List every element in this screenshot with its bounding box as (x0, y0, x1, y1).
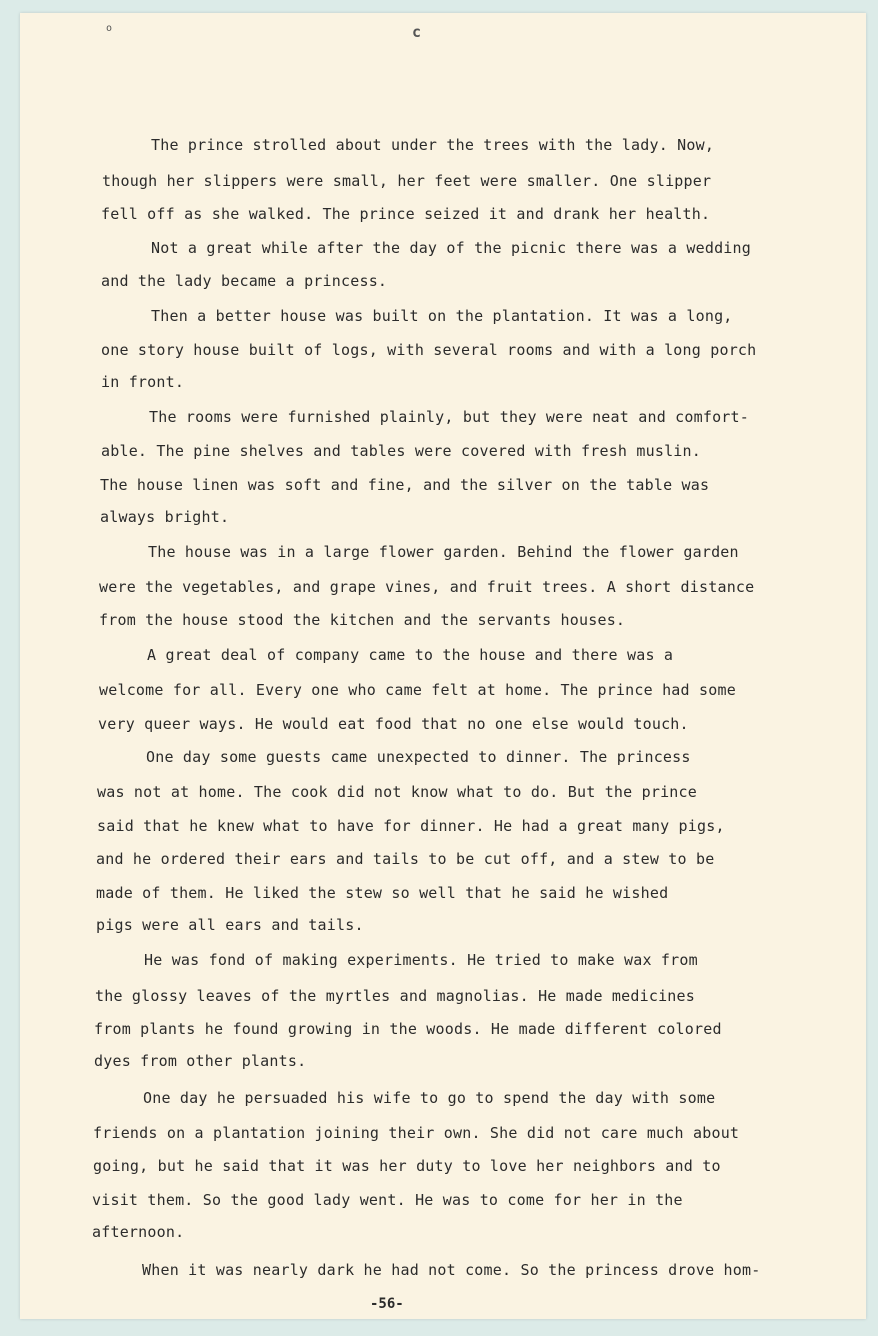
text-line: dyes from other plants. (94, 1052, 307, 1070)
page-number: -56- (370, 1296, 404, 1312)
text-line: going, but he said that it was her duty to love her neighbors and to (93, 1157, 721, 1175)
text-line: The house linen was soft and fine, and the silver on the table was (100, 476, 710, 494)
text-line: always bright. (100, 508, 230, 526)
text-line: in front. (101, 373, 185, 391)
text-line: One day some guests came unexpected to dinner. The princess (146, 748, 691, 766)
text-line: was not at home. The cook did not know what to do. But the prince (97, 783, 697, 801)
text-line: able. The pine shelves and tables were covered with fresh muslin. (101, 442, 701, 460)
text-line: said that he knew what to have for dinner. He had a great many pigs, (97, 817, 725, 835)
margin-dot: o (106, 23, 113, 34)
text-line: from plants he found growing in the woods. He made different colored (94, 1020, 722, 1038)
text-line: from the house stood the kitchen and the servants houses. (99, 611, 626, 629)
text-line: Then a better house was built on the plantation. It was a long, (151, 307, 733, 325)
text-line: He was fond of making experiments. He tried to make wax from (144, 951, 698, 969)
text-line: were the vegetables, and grape vines, and fruit trees. A short distance (99, 578, 755, 596)
text-line: friends on a plantation joining their own. She did not care much about (93, 1124, 740, 1142)
text-line: fell off as she walked. The prince seized it and drank her health. (101, 205, 711, 223)
text-line: pigs were all ears and tails. (96, 916, 364, 934)
text-line: the glossy leaves of the myrtles and magnolias. He made medicines (95, 987, 695, 1005)
text-line: afternoon. (92, 1223, 185, 1241)
text-line: When it was nearly dark he had not come. So the princess drove hom- (142, 1261, 761, 1279)
text-line: visit them. So the good lady went. He was to come for her in the (92, 1191, 683, 1209)
text-line: The rooms were furnished plainly, but they were neat and comfort- (149, 408, 749, 426)
text-line: made of them. He liked the stew so well that he said he wished (96, 884, 669, 902)
text-line: The house was in a large flower garden. Behind the flower garden (148, 543, 739, 561)
text-line: A great deal of company came to the house and there was a (147, 646, 674, 664)
text-line: and he ordered their ears and tails to be cut off, and a stew to be (96, 850, 715, 868)
text-line: though her slippers were small, her feet were smaller. One slipper (102, 172, 712, 190)
text-line: very queer ways. He would eat food that no one else would touch. (98, 715, 689, 733)
typed-page (20, 13, 866, 1319)
text-line: welcome for all. Every one who came felt at home. The prince had some (99, 681, 736, 699)
text-line: and the lady became a princess. (101, 272, 388, 290)
text-line: Not a great while after the day of the picnic there was a wedding (151, 239, 751, 257)
text-line: The prince strolled about under the trees with the lady. Now, (151, 136, 715, 154)
text-line: One day he persuaded his wife to go to spend the day with some (143, 1089, 716, 1107)
top-mark: c (412, 23, 422, 41)
text-line: one story house built of logs, with several rooms and with a long porch (101, 341, 757, 359)
